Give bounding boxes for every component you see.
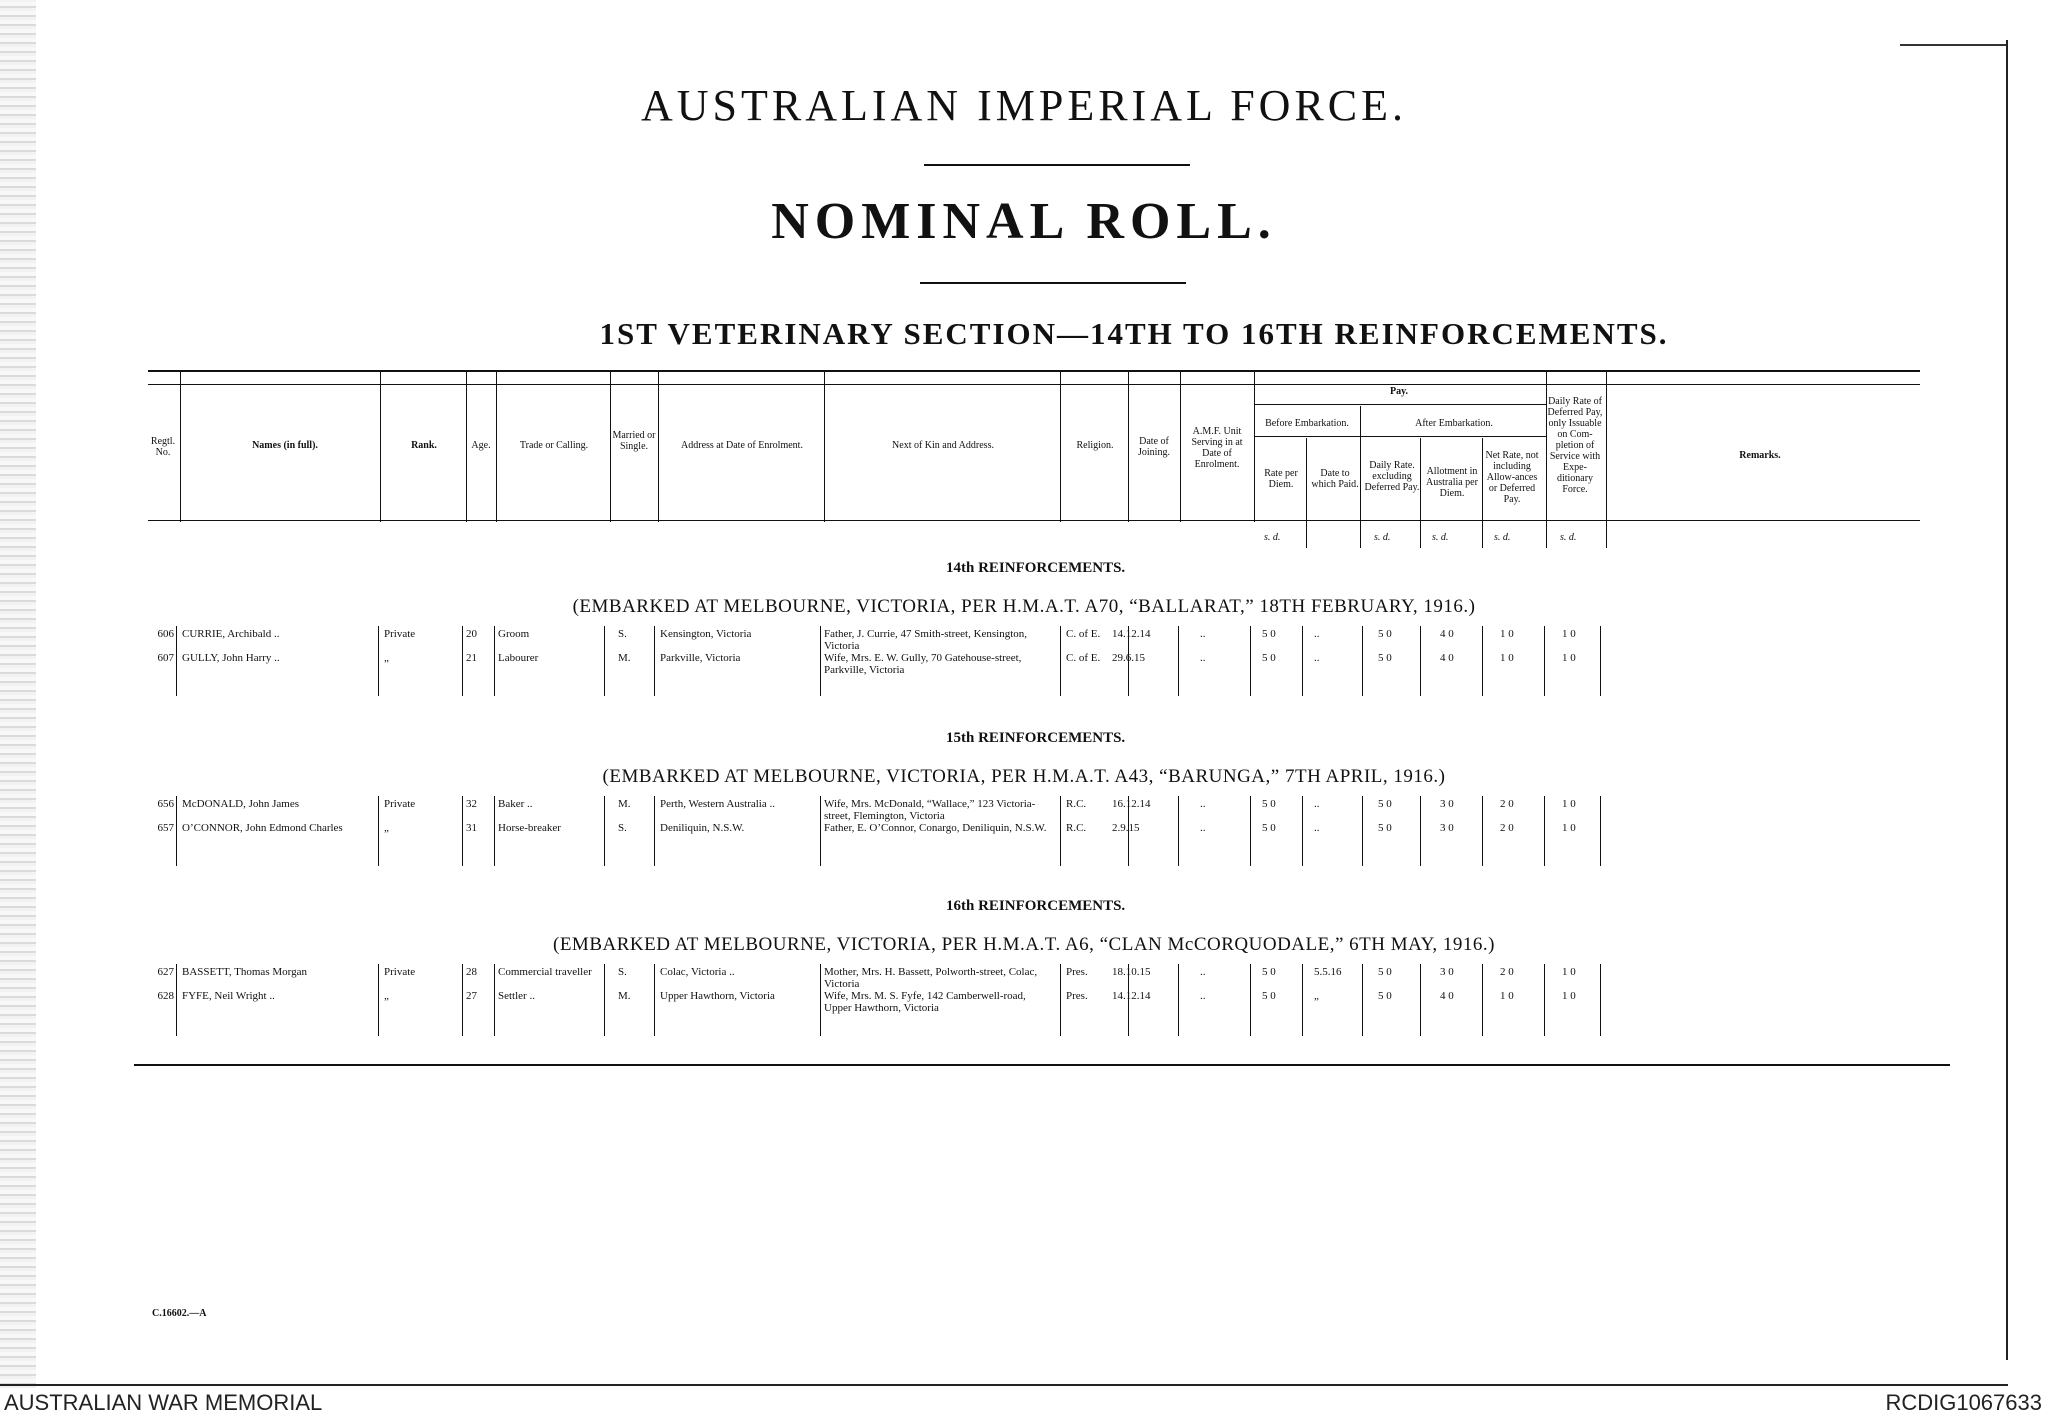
col-net-rate: Net Rate, not including Allow-ances or Deferred Pay. — [1485, 450, 1539, 505]
col-married: Married or Single. — [612, 430, 656, 452]
header-column-rule — [496, 372, 497, 522]
pay-subcolumn-rule — [1306, 438, 1307, 548]
col-age: Age. — [471, 440, 491, 451]
cell-deferred: 1 0 — [1562, 822, 1576, 834]
col-religion: Religion. — [1076, 440, 1114, 451]
cell-nok: Mother, Mrs. H. Bassett, Polworth-street, Colac, Victoria — [824, 966, 1038, 990]
cell-no: 606 — [157, 628, 174, 640]
row-column-rule — [1060, 626, 1061, 696]
cell-no: 607 — [157, 652, 174, 664]
cell-nok: Father, E. O’Connor, Conargo, Deniliquin, N.S.W. — [824, 822, 1047, 834]
cell-religion: R.C. — [1066, 798, 1087, 810]
cell-rate: 5 0 — [1262, 990, 1276, 1002]
col-rank: Rank. — [411, 440, 437, 451]
cell-rate: 5 0 — [1262, 652, 1276, 664]
row-column-rule — [1482, 626, 1483, 696]
col-regtl-no: Regtl. No. — [150, 436, 176, 458]
cell-religion: C. of E. — [1066, 628, 1101, 640]
row-column-rule — [1302, 626, 1303, 696]
cell-joined: 2.9.15 — [1112, 822, 1140, 834]
cell-nok: Wife, Mrs. E. W. Gully, 70 Gatehouse-street, Parkville, Victoria — [824, 652, 1022, 676]
pay-column-rule — [1546, 520, 1547, 548]
cell-trade: Settler .. — [498, 990, 535, 1002]
row-column-rule — [1420, 796, 1421, 866]
col-allotment: Allotment in Australia per Diem. — [1426, 466, 1478, 499]
cell-rank: Private — [384, 798, 416, 810]
cell-joined: 29.6.15 — [1112, 652, 1145, 664]
cell-trade: Groom — [498, 628, 530, 640]
cell-unit: .. — [1200, 628, 1206, 640]
cell-trade: Labourer — [498, 652, 539, 664]
row-column-rule — [462, 626, 463, 696]
cell-daily: 5 0 — [1378, 628, 1392, 640]
cell-daily: 5 0 — [1378, 966, 1392, 978]
cell-allot: 3 0 — [1440, 798, 1454, 810]
table-bottom-rule — [134, 1064, 1950, 1066]
cell-net: 1 0 — [1500, 652, 1514, 664]
header-column-rule — [1180, 372, 1181, 522]
cell-address: Deniliquin, N.S.W. — [660, 822, 745, 834]
print-reference: C.16602.—A — [152, 1308, 207, 1319]
cell-deferred: 1 0 — [1562, 990, 1576, 1002]
row-column-rule — [176, 796, 177, 866]
cell-no: 657 — [157, 822, 174, 834]
cell-joined: 18.10.15 — [1112, 966, 1151, 978]
cell-name: McDONALD, John James — [182, 798, 300, 810]
cell-unit: .. — [1200, 652, 1206, 664]
cell-nok: Wife, Mrs. M. S. Fyfe, 142 Camberwell-road, Upper Hawthorn, Victoria — [824, 990, 1026, 1014]
row-column-rule — [1302, 796, 1303, 866]
header-column-rule — [658, 372, 659, 522]
cell-daily: 5 0 — [1378, 652, 1392, 664]
cell-net: 2 0 — [1500, 822, 1514, 834]
cell-no: 627 — [157, 966, 174, 978]
cell-religion: C. of E. — [1066, 652, 1101, 664]
cell-rank: „ — [384, 822, 389, 834]
row-column-rule — [494, 626, 495, 696]
row-column-rule — [1362, 964, 1363, 1036]
cell-religion: R.C. — [1066, 822, 1087, 834]
row-column-rule — [604, 796, 605, 866]
pay-subcolumn-rule — [1482, 438, 1483, 548]
cell-rate: 5 0 — [1262, 822, 1276, 834]
row-column-rule — [1178, 964, 1179, 1036]
row-column-rule — [378, 796, 379, 866]
cell-ms: S. — [618, 628, 627, 640]
section-title: 14th REINFORCEMENTS. — [946, 560, 1126, 576]
cell-rate: 5 0 — [1262, 798, 1276, 810]
cell-age: 32 — [466, 798, 477, 810]
cell-joined: 14.12.14 — [1112, 990, 1151, 1002]
header-bottom-rule — [148, 520, 1920, 521]
cell-no: 628 — [157, 990, 174, 1002]
cell-paid: .. — [1314, 822, 1320, 834]
cell-age: 27 — [466, 990, 477, 1002]
units-label: s. d. — [1560, 532, 1577, 543]
row-column-rule — [1250, 796, 1251, 866]
cell-paid: .. — [1314, 798, 1320, 810]
row-column-rule — [1250, 626, 1251, 696]
cell-trade: Commercial traveller — [498, 966, 592, 978]
row-column-rule — [654, 796, 655, 866]
cell-daily: 5 0 — [1378, 990, 1392, 1002]
pay-subheader-rule — [1254, 404, 1546, 405]
row-column-rule — [1420, 964, 1421, 1036]
scan-edge-top — [1900, 44, 2008, 46]
cell-net: 2 0 — [1500, 966, 1514, 978]
col-address: Address at Date of Enrolment. — [681, 440, 803, 451]
col-names: Names (in full). — [252, 440, 318, 451]
cell-allot: 3 0 — [1440, 822, 1454, 834]
col-daily-rate: Daily Rate. excluding Deferred Pay. — [1364, 460, 1420, 493]
header-column-rule — [1060, 372, 1061, 522]
cell-rank: Private — [384, 628, 416, 640]
cell-joined: 14.12.14 — [1112, 628, 1151, 640]
row-column-rule — [654, 964, 655, 1036]
cell-ms: M. — [618, 990, 631, 1002]
col-rate-per-diem: Rate per Diem. — [1264, 468, 1298, 490]
row-column-rule — [378, 964, 379, 1036]
section-title: 16th REINFORCEMENTS. — [946, 898, 1126, 914]
pay-subcolumn-rule — [1360, 406, 1361, 548]
cell-net: 1 0 — [1500, 628, 1514, 640]
cell-rank: Private — [384, 966, 416, 978]
cell-deferred: 1 0 — [1562, 966, 1576, 978]
cell-age: 20 — [466, 628, 477, 640]
cell-nok: Wife, Mrs. McDonald, “Wallace,” 123 Victoria-street, Flemington, Victoria — [824, 798, 1036, 822]
unit-heading: 1ST VETERINARY SECTION—14TH TO 16TH REINFORCEMENTS. — [599, 316, 1669, 351]
row-column-rule — [1362, 626, 1363, 696]
cell-rate: 5 0 — [1262, 628, 1276, 640]
cell-daily: 5 0 — [1378, 798, 1392, 810]
units-label: s. d. — [1494, 532, 1511, 543]
cell-address: Kensington, Victoria — [660, 628, 752, 640]
cell-trade: Horse-breaker — [498, 822, 561, 834]
row-column-rule — [1362, 796, 1363, 866]
cell-name: GULLY, John Harry .. — [182, 652, 280, 664]
row-column-rule — [1060, 796, 1061, 866]
row-column-rule — [654, 626, 655, 696]
cell-ms: M. — [618, 798, 631, 810]
row-column-rule — [1420, 626, 1421, 696]
header-column-rule — [180, 372, 181, 522]
row-column-rule — [1544, 626, 1545, 696]
header-column-rule — [380, 372, 381, 522]
cell-address: Parkville, Victoria — [660, 652, 741, 664]
row-column-rule — [1544, 964, 1545, 1036]
row-column-rule — [1178, 626, 1179, 696]
row-column-rule — [1482, 796, 1483, 866]
row-column-rule — [1302, 964, 1303, 1036]
header-column-rule — [1606, 372, 1607, 522]
row-column-rule — [1060, 964, 1061, 1036]
cell-address: Colac, Victoria .. — [660, 966, 735, 978]
cell-no: 656 — [157, 798, 174, 810]
pay-subcolumn-rule — [1420, 438, 1421, 548]
cell-name: FYFE, Neil Wright .. — [182, 990, 275, 1002]
cell-religion: Pres. — [1066, 990, 1088, 1002]
scan-edge-bottom — [0, 1384, 2008, 1386]
cell-religion: Pres. — [1066, 966, 1088, 978]
title-rule — [924, 164, 1190, 166]
row-column-rule — [820, 796, 821, 866]
footer-right: RCDIG1067633 — [1885, 1390, 2042, 1415]
section-title: 15th REINFORCEMENTS. — [946, 730, 1126, 746]
row-column-rule — [378, 626, 379, 696]
cell-paid: 5.5.16 — [1314, 966, 1342, 978]
cell-net: 1 0 — [1500, 990, 1514, 1002]
row-column-rule — [176, 626, 177, 696]
cell-allot: 4 0 — [1440, 628, 1454, 640]
document-subtitle: NOMINAL ROLL. — [771, 193, 1277, 250]
cell-age: 28 — [466, 966, 477, 978]
cell-allot: 3 0 — [1440, 966, 1454, 978]
footer-left: AUSTRALIAN WAR MEMORIAL — [4, 1390, 323, 1415]
row-column-rule — [820, 626, 821, 696]
cell-address: Perth, Western Australia .. — [660, 798, 776, 810]
header-column-rule — [824, 372, 825, 522]
cell-joined: 16.12.14 — [1112, 798, 1151, 810]
cell-allot: 4 0 — [1440, 652, 1454, 664]
cell-address: Upper Hawthorn, Victoria — [660, 990, 775, 1002]
row-column-rule — [604, 964, 605, 1036]
cell-deferred: 1 0 — [1562, 798, 1576, 810]
embarkation-line: (EMBARKED AT MELBOURNE, VICTORIA, PER H.M.A.T. A43, “BARUNGA,” 7TH APRIL, 1916.) — [602, 766, 1446, 787]
col-next-of-kin: Next of Kin and Address. — [892, 440, 994, 451]
col-after-embarkation: After Embarkation. — [1415, 418, 1493, 429]
cell-unit: .. — [1200, 822, 1206, 834]
units-label: s. d. — [1264, 532, 1281, 543]
header-top-rule — [148, 370, 1920, 372]
cell-name: CURRIE, Archibald .. — [182, 628, 280, 640]
row-column-rule — [494, 964, 495, 1036]
cell-rate: 5 0 — [1262, 966, 1276, 978]
cell-daily: 5 0 — [1378, 822, 1392, 834]
document-title: AUSTRALIAN IMPERIAL FORCE. — [640, 81, 1408, 130]
header-top-rule-2 — [148, 384, 1920, 385]
col-date-to-which-paid: Date to which Paid. — [1311, 468, 1359, 490]
cell-deferred: 1 0 — [1562, 652, 1576, 664]
col-pay: Pay. — [1389, 386, 1409, 397]
cell-net: 2 0 — [1500, 798, 1514, 810]
row-column-rule — [462, 796, 463, 866]
units-label: s. d. — [1374, 532, 1391, 543]
cell-ms: S. — [618, 966, 627, 978]
col-trade: Trade or Calling. — [519, 440, 589, 451]
cell-name: BASSETT, Thomas Morgan — [182, 966, 307, 978]
embarkation-line: (EMBARKED AT MELBOURNE, VICTORIA, PER H.M.A.T. A70, “BALLARAT,” 18TH FEBRUARY, 1916.) — [572, 596, 1476, 617]
cell-ms: S. — [618, 822, 627, 834]
row-column-rule — [176, 964, 177, 1036]
row-column-rule — [604, 626, 605, 696]
cell-paid: .. — [1314, 652, 1320, 664]
row-column-rule — [494, 796, 495, 866]
col-remarks: Remarks. — [1739, 450, 1781, 461]
row-column-rule — [1250, 964, 1251, 1036]
cell-ms: M. — [618, 652, 631, 664]
col-deferred-rate: Daily Rate of Deferred Pay, only Issuable on Com-pletion of Service with Expe-ditionary Force. — [1547, 396, 1603, 495]
cell-unit: .. — [1200, 966, 1206, 978]
row-column-rule — [820, 964, 821, 1036]
col-before-embarkation: Before Embarkation. — [1265, 418, 1349, 429]
cell-paid: .. — [1314, 628, 1320, 640]
cell-rank: „ — [384, 990, 389, 1002]
embarkation-line: (EMBARKED AT MELBOURNE, VICTORIA, PER H.M.A.T. A6, “CLAN McCORQUODALE,” 6TH MAY, 1916.) — [553, 934, 1495, 955]
cell-age: 31 — [466, 822, 477, 834]
col-amf-unit: A.M.F. Unit Serving in at Date of Enrolment. — [1191, 426, 1243, 470]
cell-name: O’CONNOR, John Edmond Charles — [182, 822, 343, 834]
row-column-rule — [1178, 796, 1179, 866]
cell-trade: Baker .. — [498, 798, 533, 810]
row-column-rule — [1482, 964, 1483, 1036]
cell-deferred: 1 0 — [1562, 628, 1576, 640]
cell-rank: „ — [384, 652, 389, 664]
row-column-rule — [1544, 796, 1545, 866]
pay-column-rule — [1606, 520, 1607, 548]
cell-nok: Father, J. Currie, 47 Smith-street, Kensington, Victoria — [824, 628, 1028, 652]
cell-unit: .. — [1200, 798, 1206, 810]
col-date-joining: Date of Joining. — [1138, 436, 1170, 458]
cell-age: 21 — [466, 652, 477, 664]
row-column-rule — [462, 964, 463, 1036]
cell-allot: 4 0 — [1440, 990, 1454, 1002]
pay-subheader-rule — [1254, 436, 1546, 437]
subtitle-rule — [920, 282, 1186, 284]
cell-unit: .. — [1200, 990, 1206, 1002]
units-label: s. d. — [1432, 532, 1449, 543]
cell-paid: „ — [1314, 990, 1319, 1002]
